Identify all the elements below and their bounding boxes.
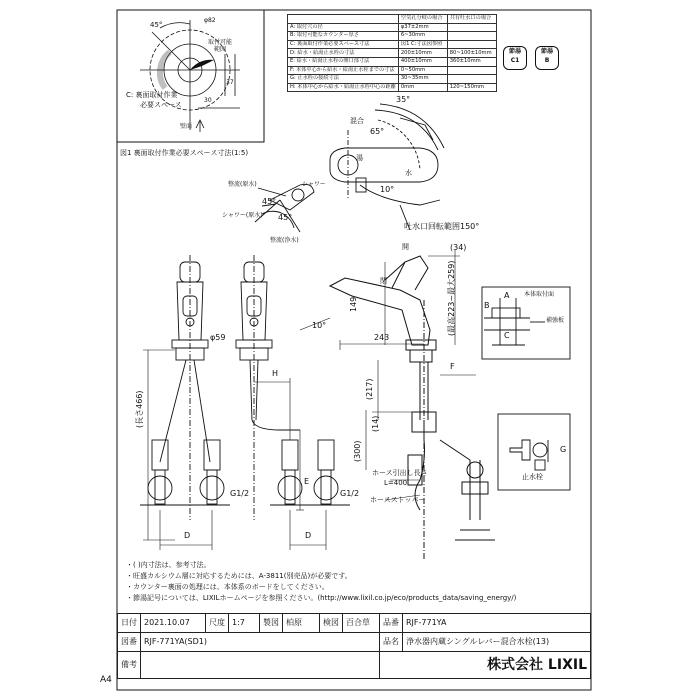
front-view-left xyxy=(140,255,230,520)
spec-header-row xyxy=(288,15,497,24)
tb-remark-label: 備考 xyxy=(118,652,141,679)
side-hose-len-2: L=400 xyxy=(384,479,408,487)
note-4: ・節湯記号については、LIXILホームページを参照ください。(http://www.lixil.co.jp/eco/products_data/saving_energy/) xyxy=(126,594,517,602)
top-label-hot: 湯 xyxy=(356,154,363,162)
spec-cell-label: F: 本体中心から給水・給湯止水栓までの寸法 xyxy=(288,66,399,75)
spec-row xyxy=(288,66,497,75)
counter-label-A: A xyxy=(504,291,510,300)
badge-c1: 節湯 C1 xyxy=(503,46,527,70)
spec-cell-v1: 200±10mm xyxy=(398,49,447,58)
front-thread-1: G1/2 xyxy=(230,489,250,498)
top-angle-65: 65° xyxy=(370,127,385,136)
spec-cell-label: E: 給水・給湯止水栓の開口部寸法 xyxy=(288,57,399,66)
spec-row xyxy=(288,57,497,66)
shower-label-2: シャワー(原水) xyxy=(222,212,263,219)
tb-rev: RJF-771YA(SD1) xyxy=(141,633,380,652)
title-block xyxy=(117,613,591,679)
front-thread-2: G1/2 xyxy=(340,489,360,498)
tb-name: 浄水器内蔵シングルレバー混合水栓(13) xyxy=(403,633,591,652)
fig1-range-label: 取付可能 xyxy=(208,39,233,46)
tb-draw-label: 製図 xyxy=(260,614,283,633)
side-hose-len-1: ホース引出し長さ xyxy=(372,469,428,477)
fig1-caption: 図1 裏面取付作業必要スペース寸法(1:5) xyxy=(120,149,249,157)
spec-cell-v2 xyxy=(447,66,496,75)
side-dim-14: (14) xyxy=(371,415,380,432)
shower-angle-1: 45° xyxy=(262,197,277,206)
spec-row xyxy=(288,49,497,58)
spec-cell-v1: 6~30mm xyxy=(398,32,447,41)
tb-scale: 1:7 xyxy=(229,614,260,633)
front-dia-59: φ59 xyxy=(210,333,226,342)
spec-cell-v2 xyxy=(447,32,496,41)
front-dim-D2: D xyxy=(305,531,312,540)
paper-size: A4 xyxy=(100,675,112,685)
front-dim-H: H xyxy=(272,369,279,378)
spec-header-cell: 空気孔分岐の場合 xyxy=(398,15,447,24)
spec-cell-v1: 30~35mm xyxy=(398,75,447,84)
spec-cell-label: B: 取付可能なカウンター厚さ xyxy=(288,32,399,41)
spec-cell-v2 xyxy=(447,75,496,84)
top-angle-10: 10° xyxy=(380,185,395,194)
spec-row xyxy=(288,23,497,32)
spec-header-cell xyxy=(288,15,399,24)
top-rot-angle: 35° xyxy=(396,95,411,104)
tb-remark xyxy=(141,652,380,679)
spec-cell-label: H: 本体中心から給水・給湯止水栓中心の距離 xyxy=(288,83,399,92)
badge-b: 節湯 B xyxy=(535,46,559,70)
top-label-mix: 混合 xyxy=(350,117,364,125)
tb-check: 百合草 xyxy=(343,614,380,633)
spec-cell-label: D: 給水・給湯止水栓の寸法 xyxy=(288,49,399,58)
spec-row xyxy=(288,75,497,84)
tb-company: 株式会社 LIXIL xyxy=(380,652,591,679)
spec-cell-label: A: 取付穴の径 xyxy=(288,23,399,32)
tb-part-label: 品番 xyxy=(380,614,403,633)
spec-cell-v1: 図1 C:寸法図参照 xyxy=(398,40,447,49)
spec-cell-v1: 0~50mm xyxy=(398,66,447,75)
side-dim-243: 243 xyxy=(374,333,390,342)
side-dim-range: (最高223~最大259) xyxy=(447,260,456,336)
tb-part: RJF-771YA xyxy=(403,614,591,633)
fig1-dim-30: 30 xyxy=(204,97,212,104)
fig1-dia: φ82 xyxy=(204,17,216,24)
spec-cell-v2: 120~150mm xyxy=(447,83,496,92)
spec-row xyxy=(288,83,497,92)
spec-cell-v2 xyxy=(447,40,496,49)
top-view-drawing xyxy=(330,104,444,230)
spec-cell-v2: 360±10mm xyxy=(447,57,496,66)
side-hose-stopper: ホースストッパー xyxy=(370,496,426,504)
spec-cell-v1: 0mm xyxy=(398,83,447,92)
top-spout-rotation: 吐水口回転範囲150° xyxy=(404,222,480,231)
side-dim-149: 149 xyxy=(349,296,358,312)
side-label-close: 閉 xyxy=(380,277,387,285)
spec-row xyxy=(288,40,497,49)
spec-cell-v1: φ37±2mm xyxy=(398,23,447,32)
front-view-right xyxy=(236,255,350,520)
side-angle-10: 10° xyxy=(312,321,327,330)
tb-rev-label: 図番 xyxy=(118,633,141,652)
tb-draw: 柏原 xyxy=(283,614,320,633)
front-dim-E: E xyxy=(304,477,310,486)
shower-label: シャワー xyxy=(302,181,326,188)
fig1-dim-37: 37 xyxy=(226,79,234,86)
counter-label-plate: 補強板 xyxy=(546,317,565,324)
tb-name-label: 品名 xyxy=(380,633,403,652)
fig1-space-1: C: 裏面取付作業 xyxy=(126,91,178,99)
shower-view-drawing xyxy=(255,184,314,232)
side-dim-300: (300) xyxy=(353,440,362,462)
counter-label-B: B xyxy=(484,301,490,310)
shower-label-3: 整流(浄水) xyxy=(270,237,299,244)
note-3: ・カウンター裏面の処理には、本体系のボードをしてください。 xyxy=(126,583,329,591)
counter-label-mount: 本体取付面 xyxy=(524,291,555,298)
tb-date-label: 日付 xyxy=(118,614,141,633)
valve-label: 止水栓 xyxy=(522,473,543,481)
top-label-water: 水 xyxy=(405,169,412,177)
side-label-F: F xyxy=(450,362,455,371)
fig1-angle: 45° xyxy=(150,21,163,29)
shower-label-1: 整流(原水) xyxy=(228,181,257,188)
note-2: ・旺盛カルシウム層に対応するためには、A-3811(別売品)が必要です。 xyxy=(126,572,352,580)
shower-angle-2: 45° xyxy=(278,213,293,222)
fig1-space-2: 必要スペース xyxy=(140,101,182,109)
tb-scale-label: 尺度 xyxy=(206,614,229,633)
tb-check-label: 検図 xyxy=(320,614,343,633)
front-dim-D: D xyxy=(184,531,191,540)
spec-cell-label: C: 裏面取付作業必要スペース寸法 xyxy=(288,40,399,49)
spec-table xyxy=(287,14,497,92)
spec-cell-v2 xyxy=(447,23,496,32)
valve-label-G: G xyxy=(560,445,567,454)
fig1-wall: 壁面 xyxy=(180,123,193,130)
spec-cell-v1: 400±10mm xyxy=(398,57,447,66)
fig1-range-label2: 範囲 xyxy=(214,46,227,53)
side-dim-34: (34) xyxy=(450,243,467,252)
spec-cell-v2: 80~100±10mm xyxy=(447,49,496,58)
spec-row xyxy=(288,32,497,41)
notes-block xyxy=(126,560,516,604)
side-label-open: 開 xyxy=(402,243,409,251)
fig1-drawing xyxy=(140,17,240,132)
spec-cell-label: G: 止水栓の接続寸法 xyxy=(288,75,399,84)
front-total-len: (長さ466) xyxy=(135,390,144,428)
spec-header-cell: 共有吐水口の場合 xyxy=(447,15,496,24)
counter-label-C: C xyxy=(504,331,510,340)
front-dimensions xyxy=(143,350,326,550)
tb-date: 2021.10.07 xyxy=(141,614,206,633)
side-dim-217: (217) xyxy=(365,378,374,400)
note-1: ・( )内寸法は、参考寸法。 xyxy=(126,561,211,569)
